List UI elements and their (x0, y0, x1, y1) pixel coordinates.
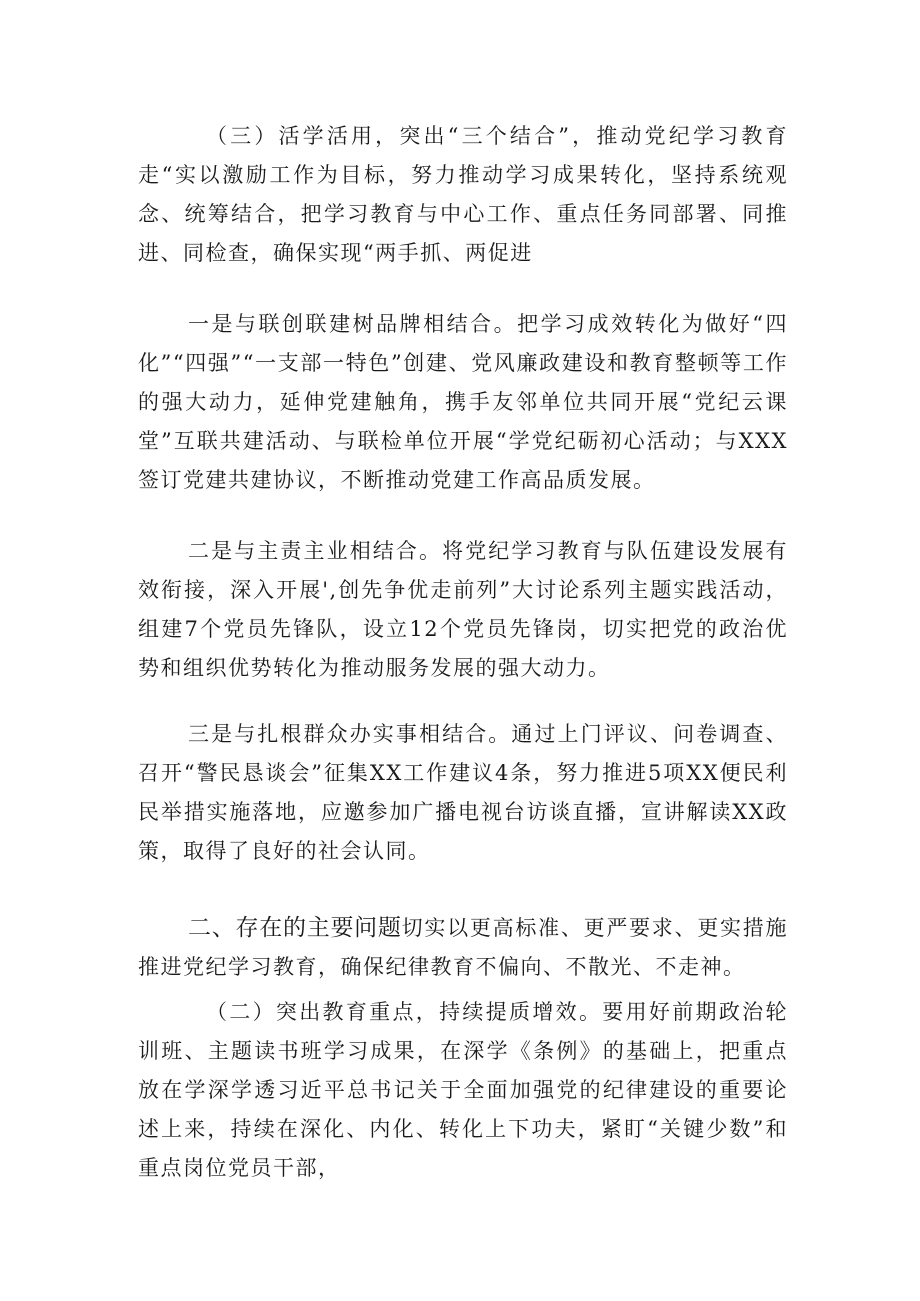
paragraph-three-combinations: （三）活学活用，突出“三个结合”，推动党纪学习教育走“实以激励工作为目标，努力推动学习成果转化，坚持系统观念、统筹结合，把学习教育与中心工作、重点任务同部署、同推进、同检查，确保实现“两手抓、两促进 (138, 124, 788, 265)
paragraph-brand-building: 一是与联创联建树品牌相结合。把学习成效转化为做好“四化”“四强”“一支部一特色”创建、党风廉政建设和教育整顿等工作的强大动力，延伸党建触角，携手友邻单位共同开展“党纪云课堂”互联共建活动、与联检单位开展“学党纪砺初心活动；与XXX签订党建共建协议，不断推动党建工作高品质发展。 (138, 312, 788, 492)
section-heading: 二、存在的主要问题 (188, 915, 402, 941)
section-heading-body: 切实以更高标准、更严要求、更实措施推进党纪学习教育，确保纪律教育不偏向、不散光、不走神。 (138, 916, 789, 979)
paragraph-main-responsibility: 二是与主责主业相结合。将党纪学习教育与队伍建设发展有效衔接，深入开展',创先争优走前列”大讨论系列主题实践活动，组建7个党员先锋队，设立12个党员先锋岗，切实把党的政治优势和组织优势转化为推动服务发展的强大动力。 (138, 539, 788, 680)
paragraph-main-problems (138, 909, 788, 987)
paragraph-serving-masses: 三是与扎根群众办实事相结合。通过上门评议、问卷调查、召开“警民恳谈会”征集XX工作建议4条，努力推进5项XX便民利民举措实施落地，应邀参加广播电视台访谈直播，宣讲解读XX政策，取得了良好的社会认同。 (138, 722, 788, 863)
paragraph-education-focus: （二）突出教育重点，持续提质增效。要用好前期政治轮训班、主题读书班学习成果，在深学《条例》的基础上，把重点放在学深学透习近平总书记关于全面加强党的纪律建设的重要论述上来，持续在深化、内化、转化上下功夫，紧盯“关键少数”和重点岗位党员干部， (138, 1000, 788, 1180)
